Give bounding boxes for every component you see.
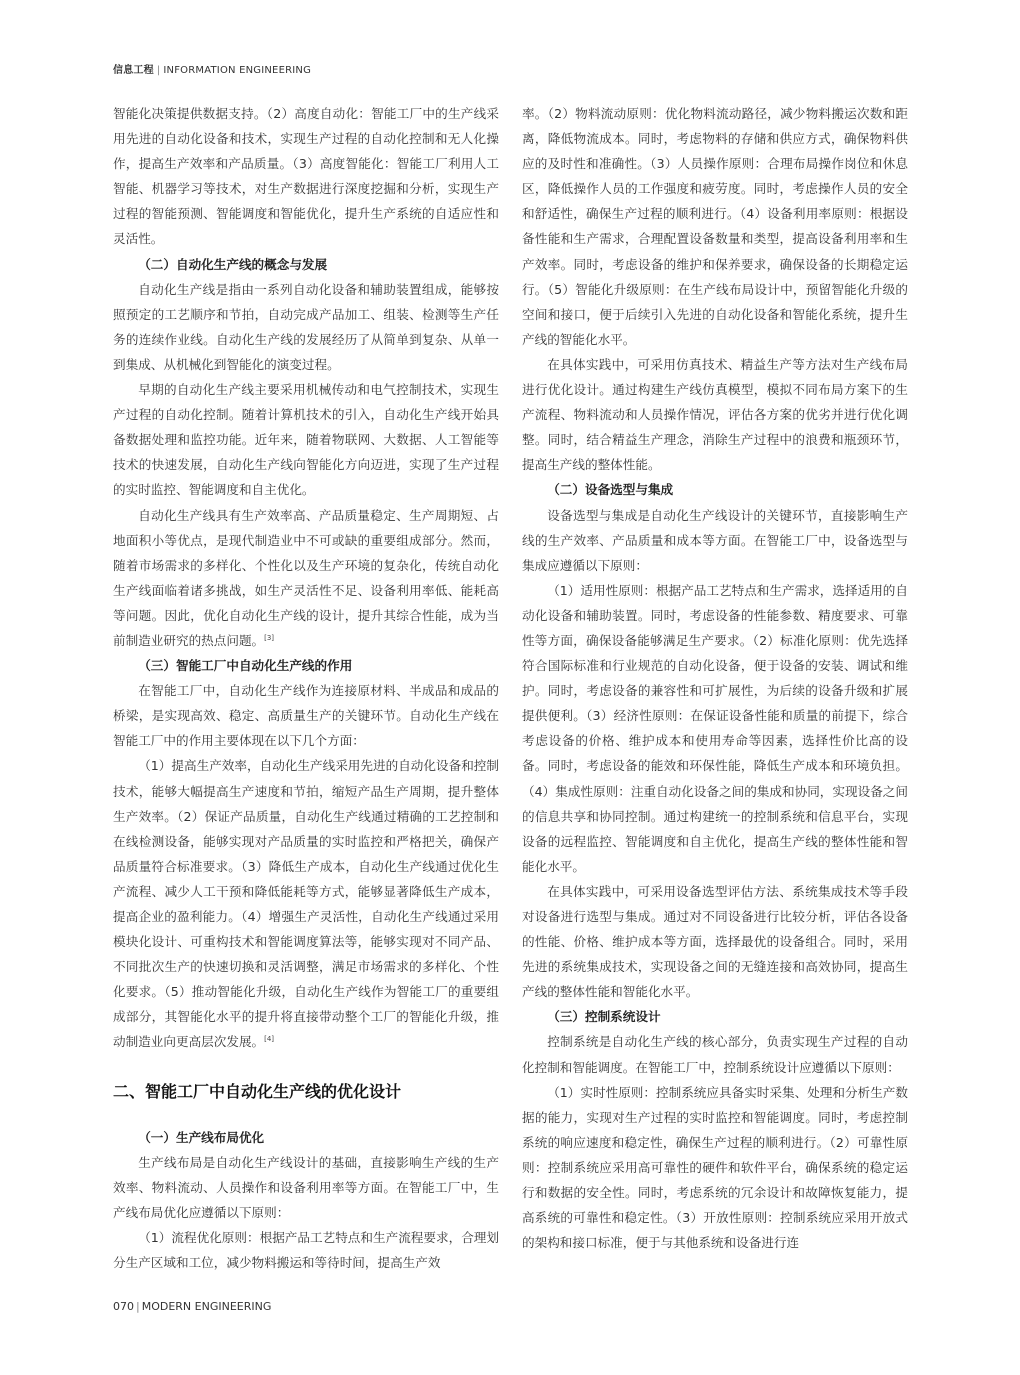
paragraph: 率。（2）物料流动原则：优化物料流动路径，减少物料搬运次数和距离，降低物流成本。同时，考虑物料的存储和供应方式，确保物料供应的及时性和准确性。（3）人员操作原则：合理布局操作岗位和休息区，降低操作人员的工作强度和疲劳度。同时，考虑操作人员的安全和舒适性，确保生产过程的顺利进行。（4）设备利用率原则：根据设备性能和生产需求，合理配置设备数量和类型，提高设备利用率和生产效率。同时，考虑设备的维护和保养要求，确保设备的长期稳定运行。（5）智能化升级原则：在生产线布局设计中，预留智能化升级的空间和接口，便于后续引入先进的自动化设备和智能化系统，提升生产线的智能化水平。	[522, 106, 908, 347]
paragraph: 生产线布局是自动化生产线设计的基础，直接影响生产线的生产效率、物料流动、人员操作和设备利用率等方面。在智能工厂中，生产线布局优化应遵循以下原则：	[113, 1154, 499, 1220]
paragraph: 智能化决策提供数据支持。（2）高度自动化：智能工厂中的生产线采用先进的自动化设备和技术，实现生产过程的自动化控制和无人化操作，提高生产效率和产品质量。（3）高度智能化：智能工厂利用人工智能、机器学习等技术，对生产数据进行深度挖掘和分析，实现生产过程的智能预测、智能调度和智能优化，提升生产系统的自适应性和灵活性。	[113, 106, 499, 247]
citation-ref: [3]	[264, 633, 275, 642]
citation-ref: [4]	[264, 1035, 275, 1044]
chapter-heading: 二、智能工厂中自动化生产线的优化设计	[113, 1081, 402, 1101]
paragraph-text: 自动化生产线具有生产效率高、产品质量稳定、生产周期短、占地面积小等优点，是现代制造业中不可或缺的重要组成部分。然而，随着市场需求的多样化、个性化以及生产环境的复杂化，传统自动化生产线面临着诸多挑战，如生产灵活性不足、设备利用率低、能耗高等问题。因此，优化自动化生产线的设计，提升其综合性能，成为当前制造业研究的热点问题。	[113, 507, 499, 648]
running-header	[113, 61, 311, 76]
journal-name-en: INFORMATION ENGINEERING	[163, 65, 312, 76]
journal-name-cn: 信息工程	[113, 65, 154, 76]
section-heading: （二）自动化生产线的概念与发展	[138, 256, 328, 272]
paragraph: 在具体实践中，可采用设备选型评估方法、系统集成技术等手段对设备进行选型与集成。通过对不同设备进行比较分析，评估各设备的性能、价格、维护成本等方面，选择最优的设备组合。同时，采用先进的系统集成技术，实现设备之间的无缝连接和高效协同，提高生产线的整体性能和智能化水平。	[522, 883, 908, 1000]
header-separator: |	[156, 65, 161, 76]
paragraph: 早期的自动化生产线主要采用机械传动和电气控制技术，实现生产过程的自动化控制。随着计算机技术的引入，自动化生产线开始具备数据处理和监控功能。近年来，随着物联网、大数据、人工智能等技术的快速发展，自动化生产线向智能化方向迈进，实现了生产过程的实时监控、智能调度和自主优化。	[113, 382, 499, 498]
paragraph	[113, 503, 499, 654]
section-heading: （三）智能工厂中自动化生产线的作用	[138, 658, 353, 674]
left-column	[113, 101, 499, 1275]
paragraph: （1）适用性原则：根据产品工艺特点和生产需求，选择适用的自动化设备和辅助装置。同时，考虑设备的性能参数、精度要求、可靠性等方面，确保设备能够满足生产要求。（2）标准化原则：优先选择符合国际标准和行业规范的自动化设备，便于设备的安装、调试和维护。同时，考虑设备的兼容性和可扩展性，为后续的设备升级和扩展提供便利。（3）经济性原则：在保证设备性能和质量的前提下，综合考虑设备的价格、维护成本和使用寿命等因素，选择性价比高的设备。同时，考虑设备的能效和环保性能，降低生产成本和环境负担。（4）集成性原则：注重自动化设备之间的集成和协同，实现设备之间的信息共享和协同控制。通过构建统一的控制系统和信息平台，实现设备的远程监控、智能调度和自主优化，提高生产线的整体性能和智能化水平。	[522, 582, 908, 874]
paragraph: （1）流程优化原则：根据产品工艺特点和生产流程要求，合理划分生产区域和工位，减少物料搬运和等待时间，提高生产效	[113, 1229, 499, 1271]
paragraph-text: （1）提高生产效率，自动化生产线采用先进的自动化设备和控制技术，能够大幅提高生产速度和节拍，缩短产品生产周期，提升整体生产效率。（2）保证产品质量，自动化生产线通过精确的工艺控制和在线检测设备，能够实现对产品质量的实时监控和严格把关，确保产品质量符合标准要求。（3）降低生产成本，自动化生产线通过优化生产流程、减少人工干预和降低能耗等方式，能够显著降低生产成本，提高企业的盈利能力。（4）增强生产灵活性，自动化生产线通过采用模块化设计、可重构技术和智能调度算法等，能够实现对不同产品、不同批次生产的快速切换和灵活调整，满足市场需求的多样化、个性化要求。（5）推动智能化升级，自动化生产线作为智能工厂的重要组成部分，其智能化水平的提升将直接带动整个工厂的智能化升级，推动制造业向更高层次发展。	[113, 758, 499, 1050]
page-number: 070	[113, 1300, 134, 1313]
paragraph	[113, 753, 499, 1054]
paragraph: 在智能工厂中，自动化生产线作为连接原材料、半成品和成品的桥梁，是实现高效、稳定、高质量生产的关键环节。自动化生产线在智能工厂中的作用主要体现在以下几个方面：	[113, 683, 499, 749]
paragraph: （1）实时性原则：控制系统应具备实时采集、处理和分析生产数据的能力，实现对生产过程的实时监控和智能调度。同时，考虑控制系统的响应速度和稳定性，确保生产过程的顺利进行。（2）可靠性原则：控制系统应采用高可靠性的硬件和软件平台，确保系统的稳定运行和数据的安全性。同时，考虑系统的冗余设计和故障恢复能力，提高系统的可靠性和稳定性。（3）开放性原则：控制系统应采用开放式的架构和接口标准，便于与其他系统和设备进行连	[522, 1084, 908, 1251]
footer-journal: MODERN ENGINEERING	[141, 1300, 272, 1313]
paragraph: 控制系统是自动化生产线的核心部分，负责实现生产过程的自动化控制和智能调度。在智能工厂中，控制系统设计应遵循以下原则：	[522, 1034, 908, 1075]
page-footer	[113, 1300, 271, 1313]
paragraph: 设备选型与集成是自动化生产线设计的关键环节，直接影响生产线的生产效率、产品质量和成本等方面。在智能工厂中，设备选型与集成应遵循以下原则：	[522, 507, 908, 573]
section-heading: （一）生产线布局优化	[138, 1129, 265, 1145]
footer-separator: |	[136, 1300, 140, 1313]
paragraph: 自动化生产线是指由一系列自动化设备和辅助装置组成，能够按照预定的工艺顺序和节拍，自动完成产品加工、组装、检测等生产任务的连续作业线。自动化生产线的发展经历了从简单到复杂、从单一到集成、从机械化到智能化的演变过程。	[113, 281, 499, 372]
section-heading: （三）控制系统设计	[547, 1009, 661, 1025]
section-heading: （二）设备选型与集成	[547, 482, 674, 498]
right-column	[522, 101, 908, 1255]
paragraph: 在具体实践中，可采用仿真技术、精益生产等方法对生产线布局进行优化设计。通过构建生产线仿真模型，模拟不同布局方案下的生产流程、物料流动和人员操作情况，评估各方案的优劣并进行优化调整。同时，结合精益生产理念，消除生产过程中的浪费和瓶颈环节，提高生产线的整体性能。	[522, 356, 908, 473]
